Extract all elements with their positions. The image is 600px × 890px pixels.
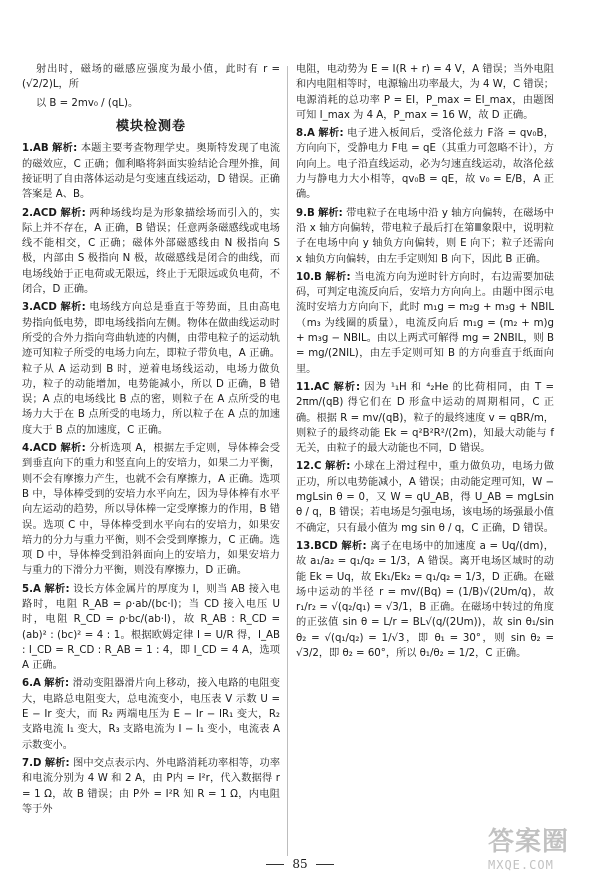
section-title: 模块检测卷 [115,118,186,134]
intro-line-2: 以 B = 2mv₀ / (qL)。 [36,97,139,109]
right-column [296,62,554,664]
answer-text: 电场线方向总是垂直于等势面，且由高电势指向低电势，即电场线指向左侧。物体在做曲线运动时所受的合外力指向弯曲轨迹的内侧，由带电粒子的运动轨迹可知粒子所受的电场力向左，即粒子带负电，A 正确。粒子从 A 运动到 B 时，逆着电场线运动，电场力做负功，粒子的动能增加，电势能减小，所以 D 正确，B 错误；A 点的电场线比 B 点的密，则粒子在 A 点所受的电场力大于在 B 点所受的电场力，所以粒子在 A 点的加速度大于 B 点的加速度，C 正确。 [22,302,280,436]
answer-item [296,206,554,267]
answer-item [296,126,554,202]
answer-item [22,206,280,298]
continuation-text: 电阻，电动势为 E = I(R + r) = 4 V，A 错误；当外电阻和内电阻相等时，电源输出功率最大，为 4 W，C 错误；电源消耗的总功率 P = EI，P_max = EI_max，由题图可知 I_max 为 4 A，P_max = 16 W，故 D 正确。 [296,64,554,121]
answer-item [296,380,554,456]
answer-keyword: 解析: [60,207,86,219]
answer-keyword: 解析: [44,678,70,690]
answer-item [22,756,280,817]
answer-text: 小球在上滑过程中，重力做负功，电场力做正功，所以电势能减小，A 错误；由动能定理可知，W − mgLsin θ = 0，又 W = qU_AB，得 U_AB = mgLsin θ / q，B 错误；若电场是匀强电场，该电场的场强最小值不确定，只有最小值为 mg sin θ / q，C 正确，D 错误。 [296,461,554,534]
answer-text: 两种场线均是为形象描绘场而引入的，实际上并不存在，A 正确，B 错误；任意两条磁感线或电场线不能相交，C 正确；磁体外部磁感线由 N 极指向 S 极，内部由 S 极指向 N 极，故磁感线是闭合的曲线，而电场线始于正电荷或无限远，终止于无限远或负电荷，不闭合，D 正确。 [22,207,280,296]
answer-number: 1.AB [22,143,49,155]
left-answer-list [22,141,280,817]
answer-keyword: 解析: [325,271,351,283]
answer-keyword: 解析: [60,302,86,314]
answer-keyword: 解析: [60,443,86,455]
answer-item [22,441,280,579]
answer-keyword: 解析: [325,461,351,473]
answer-text: 当电流方向为逆时针方向时，右边需要加砝码，可判定电流反向后，安培力方向向上。由题中图示电流时安培力方向向下，此时 m₁g = m₂g + m₃g + NBIL（m₃ 为线圈的质量），电流反向后 m₁g = (m₂ + m)g + m₃g − NBIL。由以上两式可解得 mg = 2NBIL，则 B = mg/(2NIL)，由左手定则可知 B 的方向垂直于纸面向里。 [296,271,554,375]
answer-item [296,270,554,377]
answer-item [22,676,280,752]
answer-keyword: 解析: [52,143,78,155]
left-column [22,62,280,820]
footer-dash-left [266,864,284,865]
answer-text: 带电粒子在电场中沿 y 轴方向偏转，在磁场中沿 x 轴方向偏转，带电粒子最后打在第Ⅲ象限中，说明粒子在电场中向 y 轴负方向偏转，则 E 向下；粒子还需向 x 轴负方向偏转，由左手定则知 B 向下，因此 B 正确。 [296,207,554,265]
answer-item [22,582,280,674]
answer-keyword: 解析: [333,381,361,393]
page-number: 85 [292,857,308,871]
watermark-logo [488,828,592,884]
answer-item [22,141,280,202]
answer-keyword: 解析: [44,583,70,595]
watermark-url: MXQE.COM [488,858,554,872]
right-answer-list [296,126,554,661]
answer-keyword: 解析: [318,207,343,219]
intro-line-1: 射出时，磁场的磁感应强度为最小值，此时有 r = (√2/2)L，所 [22,64,280,91]
footer-dash-right [316,864,334,865]
answer-number: 9.B [296,207,315,219]
answer-text: 电子进入板间后，受洛伦兹力 F洛 = qv₀B，方向向下，受静电力 F电 = qE（其重力可忽略不计），方向向上。电子沿直线运动，必为匀速直线运动，故洛伦兹力与静电力大小相等，qv₀B = qE，故 v₀ = E/B，A 正确。 [296,128,554,201]
answer-item [296,539,554,661]
answer-text: 设长方体金属片的厚度为 l，则当 AB 接入电路时，电阻 R_AB = ρ·ab/(bc·l)；当 CD 接入电压 U 时，电阻 R_CD = ρ·bc/(ab·l)，故 R_AB : R_CD = (ab)² : (bc)² = 4 : 1。根据欧姆定律 I = U/R 得，I_AB : I_CD = R_CD : R_AB = 1 : 4，即 I_CD = 4 A，选项 A 正确。 [22,583,280,672]
answer-number: 13.BCD [296,540,338,552]
answer-number: 5.A [22,583,41,595]
answer-text: 本题主要考查物理学史。奥斯特发现了电流的磁效应，C 正确；伽利略将斜面实验结论合理外推，间接证明了自由落体运动是匀变速直线运动，D 错误。正确答案是 A、B。 [22,143,280,201]
answer-item [296,459,554,535]
answer-number: 11.AC [296,381,330,393]
answer-number: 2.ACD [22,207,57,219]
answer-number: 4.ACD [22,443,57,455]
answer-keyword: 解析: [318,128,344,140]
answer-number: 7.D [22,757,42,769]
answer-number: 10.B [296,271,322,283]
answer-text: 图中交点表示内、外电路消耗功率相等，功率和电流分别为 4 W 和 2 A，由 P内 = I²r，代入数据得 r = 1 Ω，故 B 错误；由 P外 = I²R 知 R = 1 Ω，内电阻等于外 [22,757,281,815]
answer-text: 离子在电场中的加速度 a = Uq/(dm)，故 a₁/a₂ = q₁/q₂ = 1/3，A 错误。离开电场区域时的动能 Ek = Uq，故 Ek₁/Ek₂ = q₁/q₂ = 1/3，D 正确。在磁场中运动的半径 r = mv/(Bq) = (1/B)√(2Um/q)，故 r₁/r₂ = √(q₂/q₁) = √3/1，B 正确。在磁场中转过的角度的正弦值 sin θ = L/r = BL√(q/(2Um))，故 sin θ₁/sin θ₂ = √(q₁/q₂) = 1/√3，即 θ₁ = 30°，则 sin θ₂ = √3/2，即 θ₂ = 60°，所以 θ₁/θ₂ = 1/2，C 正确。 [296,540,554,659]
answer-number: 3.ACD [22,302,57,314]
answer-text: 因为 ¹₁H 和 ⁴₂He 的比荷相同，由 T = 2πm/(qB) 得它们在 D 形盒中运动的周期相同，C 正确。根据 R = mv/(qB)，粒子的最终速度 v = qBR/m，则粒子的最终动能 Ek = q²B²R²/(2m)，知最大动能与 f 无关，由粒子的最大动能也不同，D 错误。 [296,381,554,455]
answer-number: 12.C [296,461,322,473]
answer-keyword: 解析: [341,540,367,552]
answer-number: 8.A [296,128,315,140]
watermark-title: 答案圈 [488,827,570,857]
column-divider [287,66,288,856]
answer-text: 分析选项 A，根据左手定则，导体棒会受到垂直向下的重力和竖直向上的安培力，如果二力平衡，则不会有摩擦力产生，也就不会有摩擦力，A 正确。选项 B 中，导体棒受到的安培力水平向左，因为导体棒有水平向左运动的趋势，所以导体棒一定受摩擦力的作用，B 错误。选项 C 中，导体棒受到水平向右的安培力，如果安培力的分力与重力平衡，则不会受到摩擦力，C 正确。选项 D 中，导体棒受到沿斜面向上的安培力，如果安培力与重力的下滑分力平衡，则没有摩擦力，D 正确。 [22,443,281,577]
answer-text: 滑动变阻器滑片向上移动，接入电路的电阻变大，电路总电阻变大，总电流变小，电压表 V 示数 U = E − Ir 变大，而 R₂ 两端电压为 E − Ir − IR₁ 变大，R₂ 支路电流 I₁ 变大，R₃ 支路电流为 I − I₁ 变小，电流表 A 示数变小。 [22,678,280,751]
answer-keyword: 解析: [44,757,70,769]
answer-number: 6.A [22,678,41,690]
answer-item [22,300,280,438]
